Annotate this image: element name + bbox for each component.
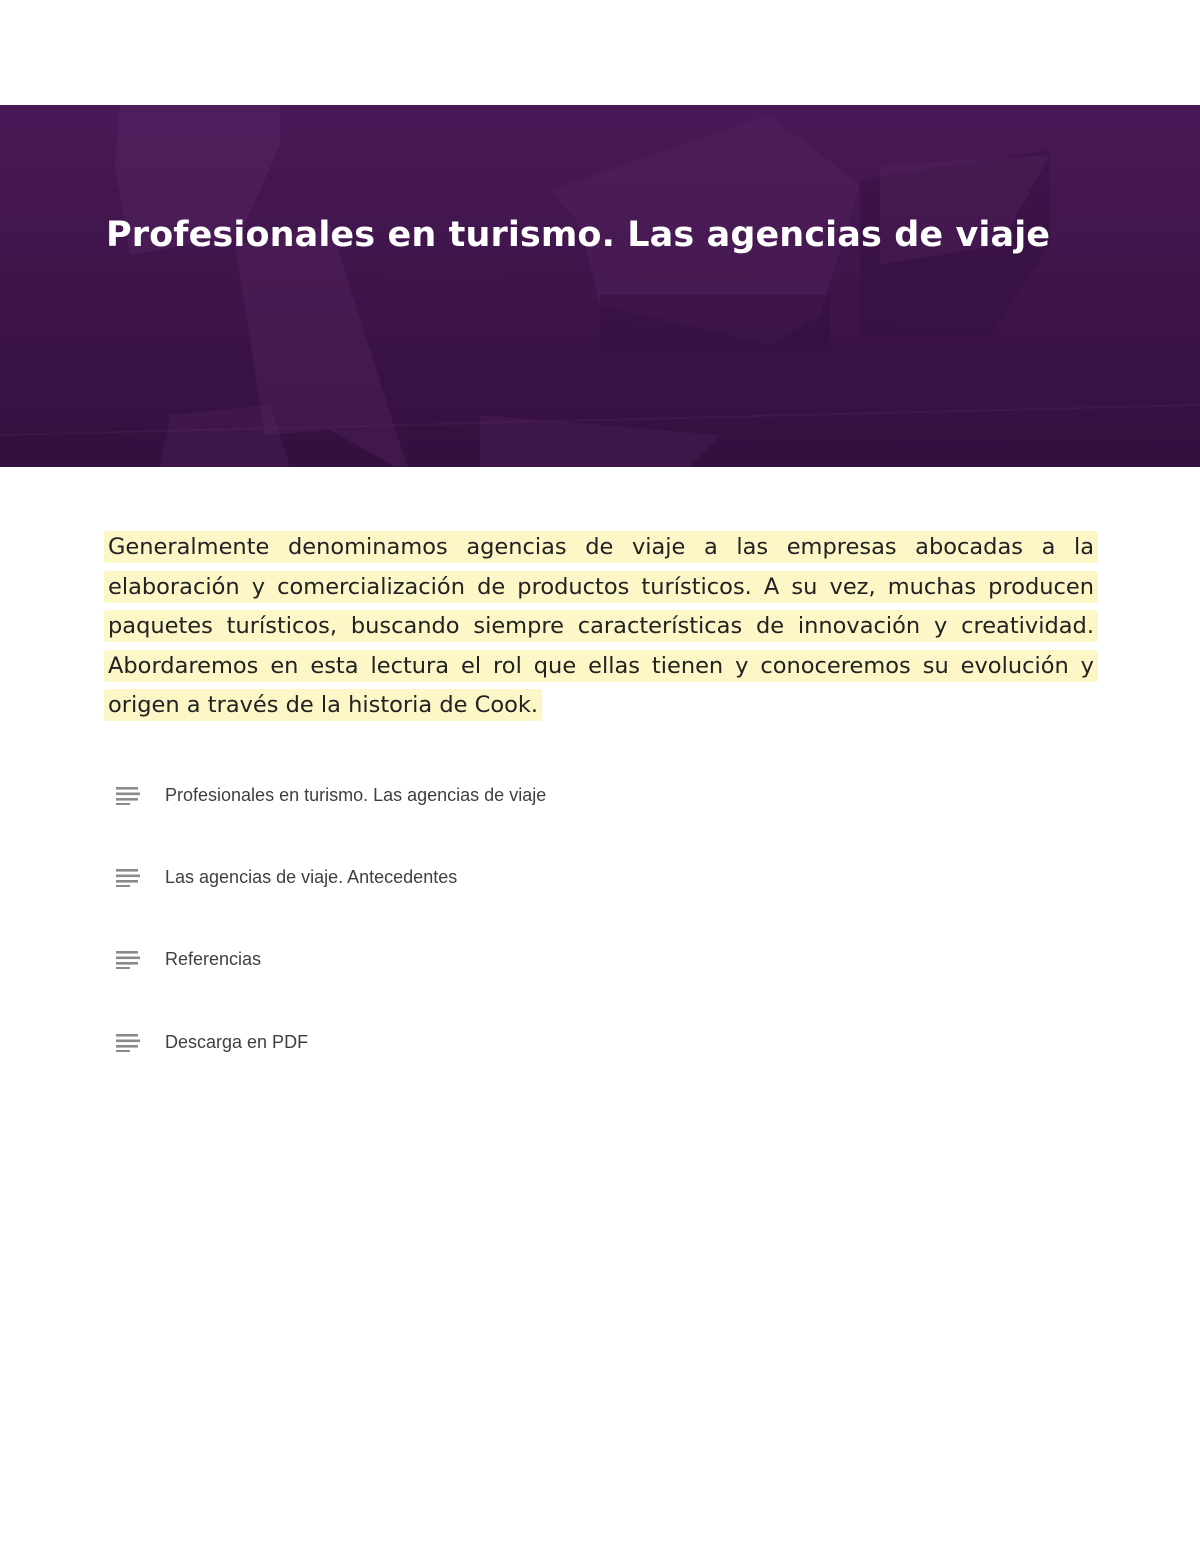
intro-paragraph: [104, 528, 1098, 726]
toc-item-label: Descarga en PDF: [165, 1031, 309, 1052]
toc-item-profesionales-en-turismo[interactable]: [116, 775, 546, 815]
hero-background-image: [0, 105, 1200, 467]
toc-item-referencias[interactable]: [116, 939, 261, 979]
toc-item-antecedentes[interactable]: [116, 857, 457, 897]
toc-item-label: Profesionales en turismo. Las agencias de viaje: [165, 784, 547, 805]
intro-highlighted-text: Generalmente denominamos agencias de viaje a las empresas abocadas a la elaboración y comercialización de productos turísticos. A su vez, muchas producen paquetes turísticos, buscando siempre características de innovación y creatividad. Abordaremos en esta lectura el rol que ellas tienen y conoceremos su evolución y origen a través de la historia de Cook.: [104, 531, 1098, 721]
text-lines-icon: [116, 867, 140, 887]
toc-item-label: Las agencias de viaje. Antecedentes: [165, 866, 458, 887]
toc-item-descarga-pdf[interactable]: [116, 1022, 308, 1062]
toc-item-label: Referencias: [165, 948, 262, 969]
hero-banner: [0, 105, 1200, 467]
page-title: Profesionales en turismo. Las agencias de viaje: [106, 215, 1051, 255]
text-lines-icon: [116, 949, 140, 969]
text-lines-icon: [116, 1032, 140, 1052]
text-lines-icon: [116, 785, 140, 805]
